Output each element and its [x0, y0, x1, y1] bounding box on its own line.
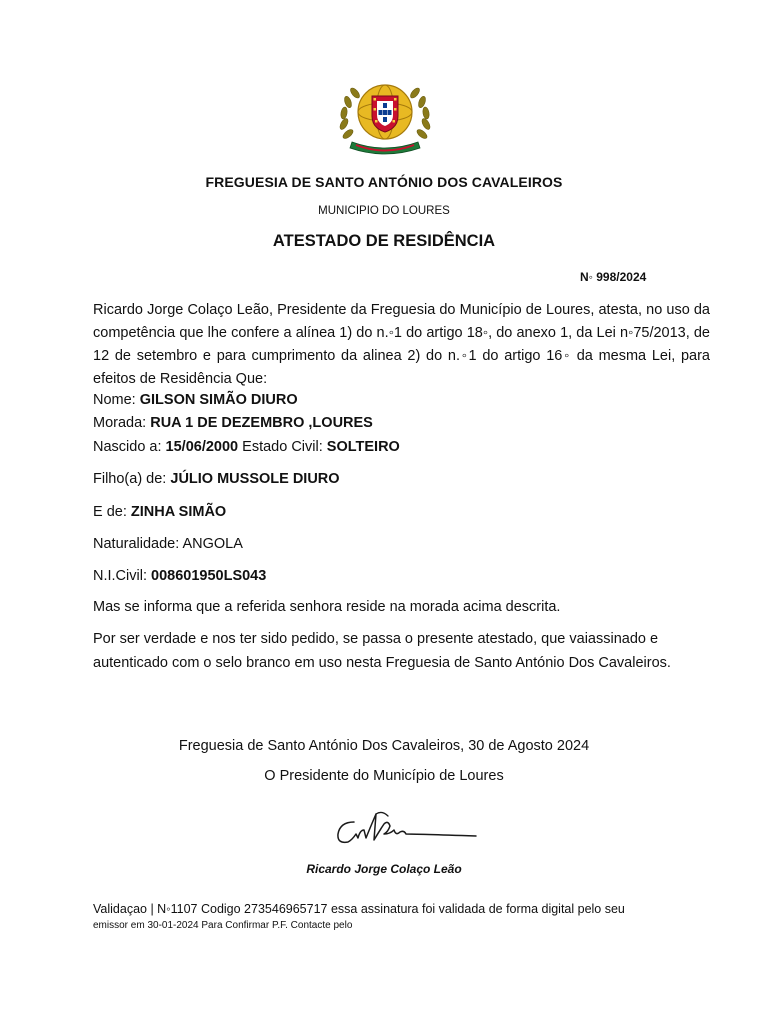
- civil-status-value: SOLTEIRO: [326, 439, 400, 455]
- id-line: [93, 566, 266, 586]
- name-label: Nome:: [93, 392, 136, 408]
- mother-line: [93, 502, 226, 522]
- municipality-subtitle: MUNICIPIO DO LOURES: [318, 205, 450, 217]
- address-value: RUA 1 DE DEZEMBRO ,LOURES: [150, 415, 373, 431]
- name-line: [93, 390, 298, 410]
- mother-value: ZINHA SIMÃO: [130, 504, 227, 520]
- name-value: GILSON SIMÃO DIURO: [139, 392, 298, 408]
- id-label: N.I.Civil:: [93, 568, 147, 584]
- nationality-line: [93, 534, 243, 554]
- nationality-value: ANGOLA: [182, 536, 243, 552]
- signatory-name: Ricardo Jorge Colaço Leão: [306, 862, 462, 876]
- document-number: N◦ 998/2024: [580, 270, 647, 284]
- portuguese-coat-of-arms-icon: [334, 76, 436, 156]
- father-line: [93, 469, 340, 489]
- document-title: ATESTADO DE RESIDÊNCIA: [272, 232, 496, 250]
- id-value: 008601950LS043: [151, 568, 267, 584]
- validation-line: Validaçao | N◦1107 Codigo 273546965717 essa assinatura foi validada de forma digital pelo seu: [93, 902, 625, 916]
- mother-label: E de:: [93, 504, 127, 520]
- handwritten-signature-icon: [330, 808, 478, 854]
- address-line: [93, 413, 373, 433]
- place-and-date: Freguesia de Santo António Dos Cavaleiros, 30 de Agosto 2024: [178, 738, 590, 754]
- nationality-label: Naturalidade:: [93, 536, 180, 552]
- birth-line: [93, 437, 400, 457]
- birth-value: 15/06/2000: [165, 439, 239, 455]
- father-value: JÚLIO MUSSOLE DIURO: [170, 471, 340, 487]
- organization-title: FREGUESIA DE SANTO ANTÓNIO DOS CAVALEIROS: [205, 174, 563, 190]
- president-title: O Presidente do Município de Loures: [264, 768, 504, 784]
- birth-label: Nascido a:: [93, 439, 162, 455]
- statement-line: Mas se informa que a referida senhora reside na morada acima descrita.: [93, 599, 561, 615]
- intro-paragraph: Ricardo Jorge Colaço Leão, Presidente da Freguesia do Município de Loures, atesta, no uso da competência que lhe confere a alínea 1) do n.◦1 do artigo 18◦, do anexo 1, da Lei n◦75/2013, de 12 de setembro e para cumprimento da alinea 2) do n.◦1 do artigo 16◦ da mesma Lei, para efeitos de Residência Que:: [93, 302, 710, 387]
- father-label: Filho(a) de:: [93, 471, 167, 487]
- civil-status-label: Estado Civil:: [242, 439, 323, 455]
- address-label: Morada:: [93, 415, 147, 431]
- closing-paragraph: Por ser verdade e nos ter sido pedido, se passa o presente atestado, que vaiassinado e autenticado com o selo branco em uso nesta Freguesia de Santo António Dos Cavaleiros.: [93, 631, 671, 671]
- validation-line-continued: emissor em 30-01-2024 Para Confirmar P.F. Contacte pelo: [93, 920, 353, 931]
